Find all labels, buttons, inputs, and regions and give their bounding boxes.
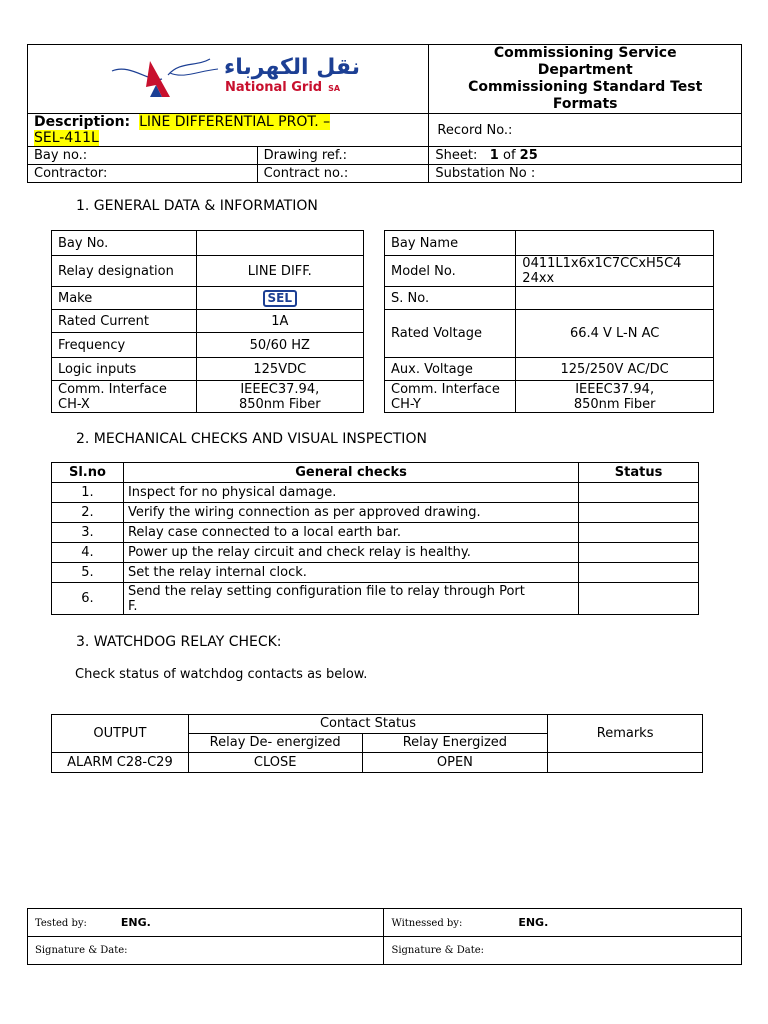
general-data-left-table: Bay No. Relay designation LINE DIFF. Make SEL Rated Current 1A Frequency 50/60 HZ Logic inputs 125VDC Comm. Interface CH-X IEEEC37.94, 850nm Fiber xyxy=(51,230,364,413)
serial-no-value[interactable] xyxy=(516,287,714,310)
logo-arabic-text: نقل الكهرباء xyxy=(224,55,360,80)
department-title: Commissioning Service Department Commissioning Standard Test Formats xyxy=(429,45,742,114)
table-row: 4. Power up the relay circuit and check relay is healthy. xyxy=(52,543,699,563)
status-cell[interactable] xyxy=(579,543,699,563)
sel-logo-icon: SEL xyxy=(263,290,298,307)
bay-name-value[interactable] xyxy=(516,231,714,256)
logo-cell xyxy=(28,45,429,114)
table-row: 2. Verify the wiring connection as per approved drawing. xyxy=(52,503,699,523)
description-value: LINE DIFFERENTIAL PROT. – xyxy=(139,114,331,130)
bay-no-field[interactable]: Bay no.: xyxy=(28,147,258,165)
record-no-field[interactable]: Record No.: xyxy=(429,114,742,147)
col-header-checks: General checks xyxy=(123,463,578,483)
table-row: 6. Send the relay setting configuration file to relay through Port F. xyxy=(52,583,699,615)
signature-date-field[interactable]: Signature & Date: xyxy=(28,937,384,965)
status-cell[interactable] xyxy=(579,523,699,543)
substation-no-field[interactable]: Substation No : xyxy=(429,165,742,183)
tested-by-field[interactable]: Tested by: ENG. xyxy=(28,909,384,937)
remarks-cell[interactable] xyxy=(548,753,703,773)
col-header-status: Status xyxy=(579,463,699,483)
signature-table xyxy=(27,908,742,965)
table-row: ALARM C28-C29 CLOSE OPEN xyxy=(52,753,703,773)
contractor-field[interactable]: Contractor: xyxy=(28,165,258,183)
sheet-field: Sheet: 1 of 25 xyxy=(429,147,742,165)
witnessed-by-field[interactable]: Witnessed by: ENG. xyxy=(384,909,742,937)
signature-date-field[interactable]: Signature & Date: xyxy=(384,937,742,965)
drawing-ref-field[interactable]: Drawing ref.: xyxy=(257,147,429,165)
status-cell[interactable] xyxy=(579,563,699,583)
section-3-title: 3. WATCHDOG RELAY CHECK: xyxy=(76,634,282,650)
section-1-title: 1. GENERAL DATA & INFORMATION xyxy=(76,198,318,214)
watchdog-table: OUTPUT Contact Status Remarks Relay De- energized Relay Energized ALARM C28-C29 CLOSE OPEN xyxy=(51,714,703,773)
national-grid-logo-icon xyxy=(110,57,222,101)
watchdog-note: Check status of watchdog contacts as below. xyxy=(75,667,368,682)
status-cell[interactable] xyxy=(579,583,699,615)
description-cell: Description: LINE DIFFERENTIAL PROT. – SEL-411L xyxy=(28,114,429,147)
status-cell[interactable] xyxy=(579,483,699,503)
table-row: 5. Set the relay internal clock. xyxy=(52,563,699,583)
logo-english-text: National Grid SA xyxy=(225,80,341,95)
status-cell[interactable] xyxy=(579,503,699,523)
col-header-slno: Sl.no xyxy=(52,463,124,483)
header-table xyxy=(27,44,742,183)
general-data-right-table: Bay Name Model No. 0411L1x6x1C7CCxH5C4 24xx S. No. Rated Voltage 66.4 V L-N AC Aux. Voltage 125/250V AC/DC Comm. Interface CH-Y IEEEC37.94, 850nm Fiber xyxy=(384,230,714,413)
contract-no-field[interactable]: Contract no.: xyxy=(257,165,429,183)
section-2-title: 2. MECHANICAL CHECKS AND VISUAL INSPECTION xyxy=(76,431,427,447)
mechanical-checks-table xyxy=(51,462,699,615)
table-row: 1. Inspect for no physical damage. xyxy=(52,483,699,503)
table-row: 3. Relay case connected to a local earth bar. xyxy=(52,523,699,543)
bay-no-value[interactable] xyxy=(196,231,363,256)
